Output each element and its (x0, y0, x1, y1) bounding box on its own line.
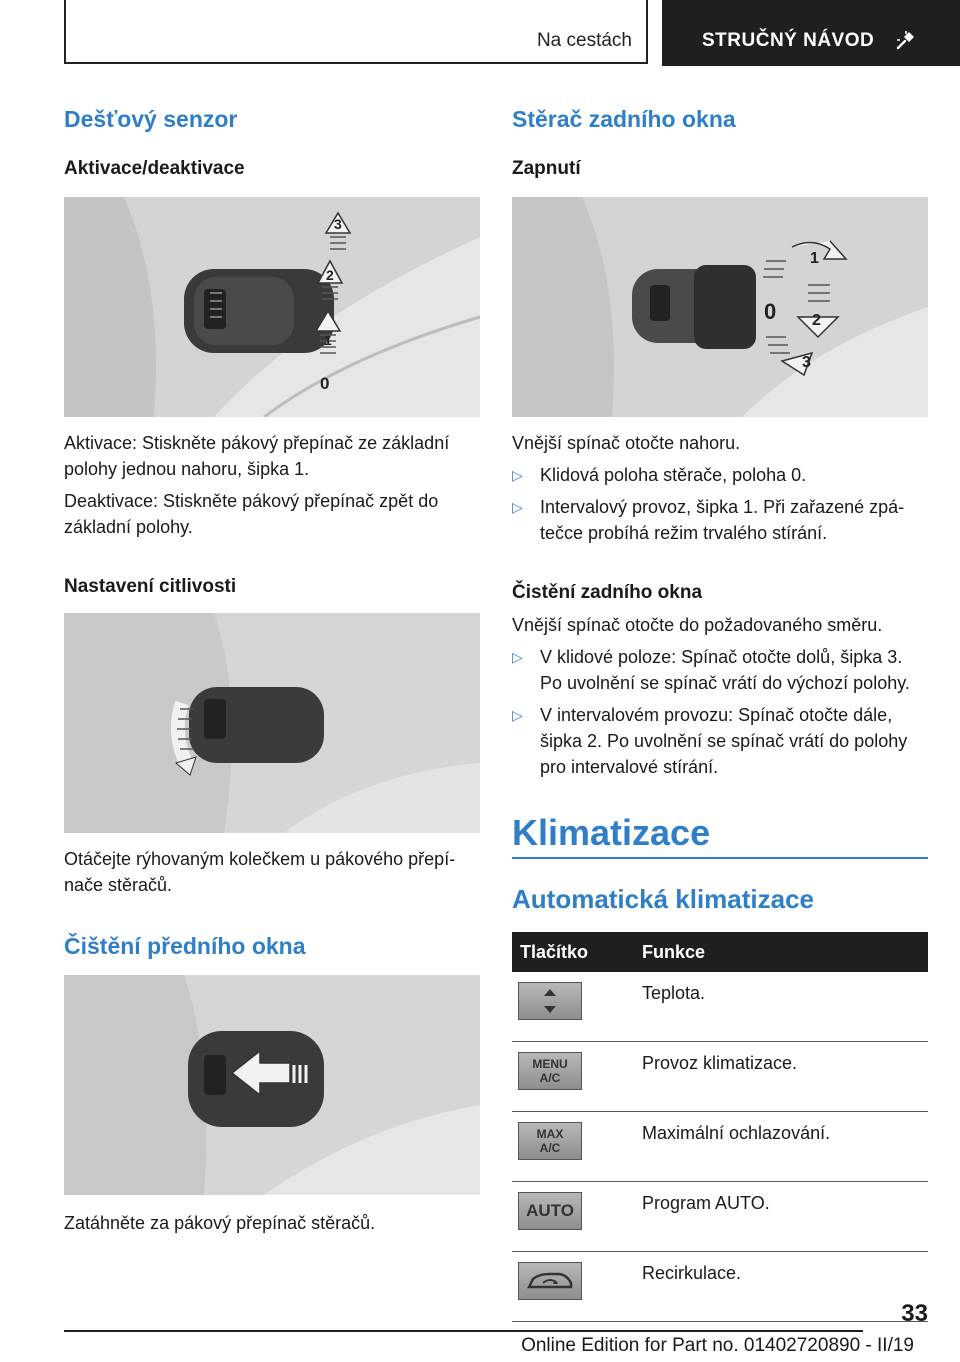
front-wash-text: Zatáhněte za pákový přepínač stěračů. (64, 1213, 376, 1233)
page-number: 33 (901, 1300, 928, 1327)
activation-heading: Aktivace/deaktivace (64, 158, 245, 179)
function-text: Program AUTO. (634, 1182, 928, 1252)
fig-rear-label-1: 1 (810, 250, 819, 267)
stalk-pull-figure (64, 975, 480, 1195)
max-ac-button-icon: MAX A/C (518, 1122, 582, 1160)
rear-wiper-on-text: Vnější spínač otočte nahoru. (512, 433, 741, 453)
fig1-label-0: 0 (320, 374, 330, 393)
header-chapter-tab[interactable] (662, 0, 960, 66)
fig-rear-label-3: 3 (802, 354, 811, 371)
up-down-arrows-icon (518, 982, 582, 1020)
header-section-box (64, 0, 648, 64)
bullet-triangle-icon: ▷ (512, 649, 523, 665)
auto-button-icon: AUTO (518, 1192, 582, 1230)
header-chapter-title: STRUČNÝ NÁVOD (702, 30, 875, 51)
front-wash-title: Čištění předního okna (64, 933, 306, 959)
fig1-label-3: 3 (334, 216, 342, 232)
rear-clean-heading: Čistění zadního okna (512, 582, 703, 603)
activation-text: Aktivace: Stiskněte pákový přepínač ze základní polohy jednou nahoru, šipka 1. (64, 433, 450, 479)
table-header-function: Funkce (634, 932, 928, 972)
climate-buttons-table (512, 932, 928, 1322)
table-header-button: Tlačítko (512, 932, 634, 972)
function-text: Recirkulace. (634, 1252, 928, 1322)
table-row (512, 1252, 928, 1322)
stalk-push-up-figure (64, 197, 480, 417)
rear-clean-bullet: ▷ V intervalovém provozu: Spínač otočte dále, šipka 2. Po uvolnění se spínač vrátí do polohy pro intervalové stírání. (512, 702, 928, 780)
header-section-title: Na cestách (536, 30, 632, 51)
rear-wiper-bullet: ▷ Klidová poloha stěrače, poloha 0. (512, 462, 928, 488)
rain-sensor-title: Dešťový senzor (64, 106, 238, 132)
fig1-label-2: 2 (326, 267, 334, 283)
function-text: Provoz klimatizace. (634, 1042, 928, 1112)
rear-clean-bullet: ▷ V klidové poloze: Spínač otočte dolů, šipka 3. Po uvolnění se spínač vrátí do výchozí polohy. (512, 644, 928, 696)
menu-ac-button-icon: MENU A/C (518, 1052, 582, 1090)
function-text: Maximální ochlazování. (634, 1112, 928, 1182)
fig-rear-label-0: 0 (764, 299, 777, 324)
function-text: Teplota. (634, 972, 928, 1042)
recirculation-car-icon (518, 1262, 582, 1300)
table-row (512, 972, 928, 1042)
climate-title-rule (512, 857, 928, 859)
sensitivity-text: Otáčejte rýhovaným kolečkem u pákového přepínače stěračů. (64, 849, 456, 895)
fig1-label-1: 1 (324, 332, 332, 348)
rear-wiper-bullet: ▷ Intervalový provoz, šipka 1. Při zařazené zpátečce probíhá režim trvalého stírání. (512, 494, 928, 546)
bullet-triangle-icon: ▷ (512, 467, 523, 483)
rear-clean-text: Vnější spínač otočte do požadovaného směru. (512, 615, 883, 635)
table-row (512, 1182, 928, 1252)
fig-rear-label-2: 2 (812, 312, 821, 329)
rear-wiper-title: Stěrač zadního okna (512, 106, 736, 132)
table-row (512, 1112, 928, 1182)
rear-wiper-on-heading: Zapnutí (512, 158, 581, 179)
bullet-triangle-icon: ▷ (512, 499, 523, 515)
table-row (512, 1042, 928, 1112)
deactivation-text: Deaktivace: Stiskněte pákový přepínač zpět do základní polohy. (64, 491, 439, 537)
footer-rule (64, 1330, 863, 1332)
auto-climate-title: Automatická klimatizace (512, 884, 815, 914)
sensitivity-heading: Nastavení citlivosti (64, 576, 237, 597)
rear-wiper-switch-figure (512, 197, 928, 417)
bullet-triangle-icon: ▷ (512, 707, 523, 723)
edition-text: Online Edition for Part no. 01402720890 - II/19 (521, 1335, 914, 1356)
quick-guide-pen-icon (894, 28, 918, 52)
climate-title: Klimatizace (512, 812, 711, 853)
stalk-knurled-wheel-figure (64, 613, 480, 833)
